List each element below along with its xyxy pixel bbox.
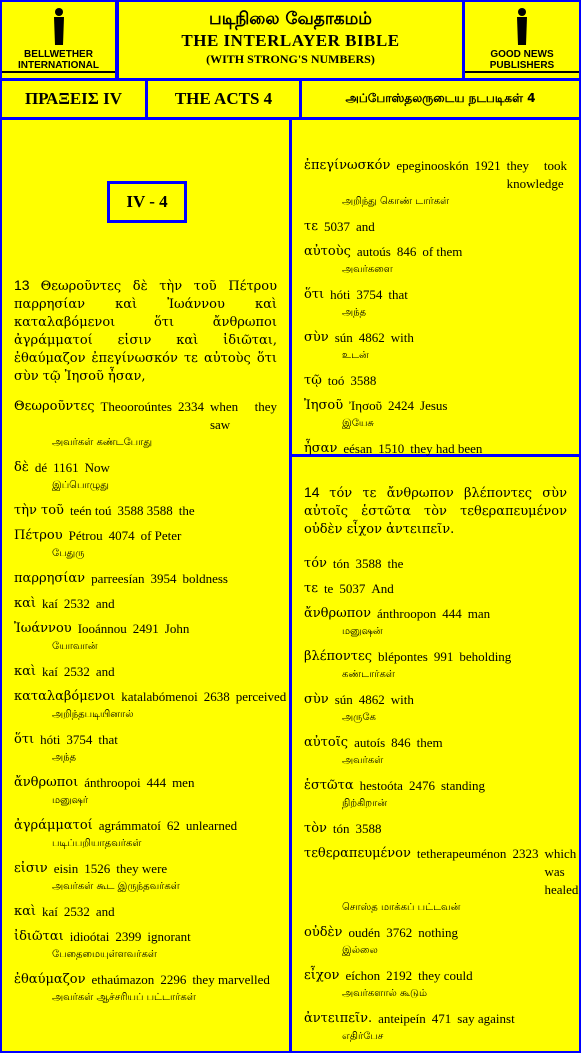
greek-word: ὅτι <box>14 732 35 747</box>
transliteration: ethaúmazon <box>91 972 155 987</box>
entry-line <box>304 397 567 415</box>
strongs-number: 5037 <box>339 581 366 596</box>
english-gloss: unlearned <box>185 818 238 833</box>
greek-word: τῷ <box>304 373 322 388</box>
transliteration: blépontes <box>377 649 428 664</box>
strongs-number: 444 <box>442 606 462 621</box>
transliteration: ánthroopon <box>377 606 437 621</box>
transliteration: Theooroúntes <box>100 399 172 414</box>
word-entry <box>14 595 277 613</box>
greek-word: δὲ <box>14 460 29 475</box>
strongs-number: 2399 <box>115 929 142 944</box>
transliteration: autoús <box>356 244 391 259</box>
transliteration: Iooánnou <box>77 621 127 636</box>
title-tamil: படிநிலை வேதாகமம் <box>209 9 372 29</box>
greek-word: ἦσαν <box>304 441 338 456</box>
strongs-number: 846 <box>391 735 411 750</box>
transliteration: parreesían <box>91 571 145 586</box>
entry-line <box>304 329 567 347</box>
transliteration: kaí <box>42 596 58 611</box>
word-entry <box>14 817 277 853</box>
entry-line <box>304 820 567 838</box>
strongs-number: 1510 <box>378 441 405 456</box>
greek-word: Ἰωάννου <box>14 621 72 636</box>
greek-word: τε <box>304 581 318 596</box>
tamil-gloss: அவர்களை <box>342 264 393 275</box>
word-entry <box>304 1010 567 1046</box>
transliteration: dé <box>34 460 48 475</box>
greek-word: ἐπεγίνωσκόν <box>304 158 391 173</box>
header-title <box>119 2 462 78</box>
english-gloss: Jesus <box>420 398 448 413</box>
word-entry <box>304 605 567 641</box>
strongs-number: 444 <box>146 775 167 790</box>
greek-word: καὶ <box>14 904 37 919</box>
verse-14 <box>304 483 567 539</box>
english-gloss: beholding <box>459 649 512 664</box>
entry-line <box>304 157 567 193</box>
word-entry <box>304 648 567 684</box>
transliteration: te <box>323 581 334 596</box>
transliteration: sún <box>334 330 353 345</box>
goodnews-figure-icon <box>514 7 530 47</box>
transliteration: toó <box>327 373 345 388</box>
entry-line <box>14 527 277 545</box>
tamil-gloss: அவர்களால் கூடும் <box>342 988 428 999</box>
title-english: THE INTERLAYER BIBLE <box>181 31 400 50</box>
greek-word: σὺν <box>304 330 329 345</box>
bellwether-figure-icon <box>51 7 67 47</box>
greek-word: αὐτοῖς <box>304 735 349 750</box>
word-entry <box>14 398 277 452</box>
greek-word: Θεωροῦντες <box>14 399 95 414</box>
word-entry <box>304 218 567 236</box>
word-entry <box>14 731 277 767</box>
tamil-gloss: சொஸ்த மாக்கப் பட்டவன் <box>342 902 461 913</box>
greek-word: καταλαβόμενοι <box>14 689 116 704</box>
strongs-number: 2532 <box>63 664 90 679</box>
entry-line <box>14 688 287 706</box>
greek-word: Πέτρου <box>14 528 63 543</box>
word-list <box>14 398 287 1007</box>
tamil-gloss: அருகே <box>342 712 376 723</box>
entry-line <box>14 971 277 989</box>
transliteration: hestoóta <box>359 778 403 793</box>
entry-line <box>304 555 567 573</box>
english-gloss: Now <box>84 460 110 475</box>
strongs-number: 1161 <box>53 460 79 475</box>
chapter-box: IV - 4 <box>107 181 187 223</box>
strongs-number: 471 <box>431 1011 452 1026</box>
word-entry <box>14 688 287 724</box>
word-entry <box>304 286 567 322</box>
tamil-gloss: கண்டார்கள் <box>342 669 395 680</box>
tamil-gloss: இயேசு <box>342 418 374 429</box>
english-gloss: and <box>95 904 115 919</box>
entry-line <box>14 860 277 878</box>
greek-word: σὺν <box>304 692 329 707</box>
transliteration: kaí <box>42 664 58 679</box>
english-gloss: they had been <box>410 441 483 456</box>
sub-greek: ΠΡΑΞΕΙΣ IV <box>2 81 145 117</box>
greek-word: ἑστῶτα <box>304 778 354 793</box>
greek-word: καὶ <box>14 664 37 679</box>
entry-line <box>14 903 277 921</box>
greek-word: ἐθαύμαζον <box>14 972 86 987</box>
greek-word: ἀντειπεῖν. <box>304 1011 373 1026</box>
strongs-number: 2296 <box>160 972 187 987</box>
word-entry <box>14 928 277 964</box>
strongs-number: 4862 <box>358 330 385 345</box>
transliteration: katalabómenoi <box>121 689 198 704</box>
greek-word: τόν <box>304 556 327 571</box>
word-entry <box>304 397 567 433</box>
word-entry <box>14 971 277 1007</box>
english-gloss: men <box>172 775 195 790</box>
tamil-gloss: மனுஷன் <box>342 626 383 637</box>
strongs-number: 3954 <box>150 571 177 586</box>
tamil-gloss: நிற்கிறான் <box>342 798 388 809</box>
strongs-number: 4862 <box>358 692 385 707</box>
greek-word: ἄνθρωπον <box>304 606 372 621</box>
strongs-number: 3588 3588 <box>117 503 173 518</box>
english-gloss: the <box>387 556 404 571</box>
tamil-gloss: மனுஷர் <box>52 795 89 806</box>
english-gloss: that <box>98 732 118 747</box>
sub-english: THE ACTS 4 <box>148 81 299 117</box>
goodnews-logo <box>465 2 579 78</box>
entry-line <box>304 734 567 752</box>
english-gloss: ignorant <box>147 929 191 944</box>
entry-line <box>14 620 277 638</box>
entry-line <box>304 580 567 598</box>
word-entry <box>304 243 567 279</box>
tamil-gloss: எதிர்பேச <box>342 1031 384 1042</box>
strongs-number: 2532 <box>63 596 90 611</box>
greek-word: ἀγράμματοί <box>14 818 93 833</box>
english-gloss: of Peter <box>140 528 182 543</box>
word-entry <box>14 459 277 495</box>
word-entry <box>304 820 567 838</box>
english-gloss: with <box>390 692 414 707</box>
tamil-gloss: படிப்பறியாதவர்கள் <box>52 838 142 849</box>
right-top-panel <box>292 120 579 454</box>
greek-word: τεθεραπευμένον <box>304 846 411 861</box>
strongs-number: 3754 <box>356 287 383 302</box>
tamil-gloss: பேதைமையுள்ளவர்கள் <box>52 949 157 960</box>
strongs-number: 62 <box>166 818 180 833</box>
strongs-number: 1526 <box>84 861 111 876</box>
english-gloss: and <box>95 664 115 679</box>
transliteration: tón <box>332 821 350 836</box>
strongs-number: 2192 <box>386 968 413 983</box>
greek-word: βλέποντες <box>304 649 372 664</box>
transliteration: teén toú <box>69 503 112 518</box>
tamil-gloss: உடன் <box>342 350 369 361</box>
entry-line <box>14 817 277 835</box>
greek-word: εἰσιν <box>14 861 48 876</box>
right-bottom-panel <box>292 457 579 1051</box>
tamil-gloss: அவர்கள் <box>342 755 384 766</box>
word-entry <box>304 329 567 365</box>
tamil-gloss: இல்லை <box>342 945 378 956</box>
tamil-gloss: யோவான் <box>52 641 98 652</box>
word-entry <box>304 555 567 573</box>
entry-line <box>304 372 567 390</box>
tamil-gloss: அந்த <box>342 307 367 318</box>
greek-word: τε <box>304 219 318 234</box>
transliteration: idioótai <box>69 929 110 944</box>
english-gloss: perceived <box>235 689 287 704</box>
entry-line <box>304 845 579 899</box>
english-gloss: they marvelled <box>192 972 270 987</box>
entry-line <box>304 605 567 623</box>
word-entry <box>304 777 567 813</box>
transliteration: sún <box>334 692 353 707</box>
english-gloss: And <box>371 581 394 596</box>
transliteration: eésan <box>343 441 373 456</box>
strongs-number: 2532 <box>63 904 90 919</box>
entry-line <box>304 691 567 709</box>
transliteration: tón <box>332 556 350 571</box>
verse-number: 14 <box>304 484 320 500</box>
word-entry <box>304 580 567 598</box>
bellwether-logo-text: BELLWETHER INTERNATIONAL <box>2 49 115 73</box>
entry-line <box>14 928 277 946</box>
strongs-number: 2323 <box>512 846 539 861</box>
strongs-number: 3754 <box>66 732 93 747</box>
greek-word: ἄνθρωποι <box>14 775 79 790</box>
english-gloss: they were <box>116 861 168 876</box>
title-sub: (WITH STRONG'S NUMBERS) <box>206 52 375 66</box>
strongs-number: 991 <box>433 649 454 664</box>
english-gloss: with <box>390 330 414 345</box>
english-gloss: they took knowledge <box>506 158 567 191</box>
greek-word: τὴν τοῦ <box>14 503 64 518</box>
goodnews-logo-text: GOOD NEWS PUBLISHERS <box>465 49 579 73</box>
transliteration: hóti <box>40 732 61 747</box>
tamil-gloss: அறிந்தபடியினால் <box>52 709 134 720</box>
strongs-number: 4074 <box>108 528 135 543</box>
left-panel <box>2 120 289 1051</box>
tamil-gloss: அவர்கள் ஆச்சரியப் பட்டார்கள் <box>52 992 196 1003</box>
strongs-number: 2638 <box>203 689 230 704</box>
english-gloss: when they saw <box>209 399 277 432</box>
english-gloss: and <box>95 596 115 611</box>
word-entry <box>14 527 277 563</box>
strongs-number: 1921 <box>474 158 501 173</box>
strongs-number: 3762 <box>386 925 413 940</box>
english-gloss: nothing <box>418 925 458 940</box>
entry-line <box>14 595 277 613</box>
tamil-gloss: பேதுரு <box>52 548 85 559</box>
greek-word: εἶχον <box>304 968 340 983</box>
entry-line <box>304 777 567 795</box>
transliteration: oudén <box>348 925 381 940</box>
greek-word: Ἰησοῦ <box>304 398 344 413</box>
tamil-gloss: அறிந்து கொண் டார்கள் <box>342 196 450 207</box>
transliteration: epeginooskón <box>396 158 469 173</box>
transliteration: anteipeín <box>378 1011 426 1026</box>
strongs-number: 3588 <box>350 373 377 388</box>
transliteration: eisin <box>53 861 79 876</box>
strongs-number: 2424 <box>388 398 415 413</box>
entry-line <box>304 967 567 985</box>
entry-line <box>304 286 567 304</box>
word-entry <box>304 967 567 1003</box>
english-gloss: them <box>416 735 443 750</box>
entry-line <box>304 1010 567 1028</box>
transliteration: agrámmatoí <box>98 818 161 833</box>
word-entry <box>14 502 277 520</box>
entry-line <box>304 648 567 666</box>
word-list <box>304 157 567 476</box>
english-gloss: and <box>355 219 375 234</box>
english-gloss: which was healed <box>544 846 579 897</box>
english-gloss: John <box>164 621 190 636</box>
entry-line <box>304 440 567 458</box>
tamil-gloss: அவர்கள் கூட இருந்தவர்கள் <box>52 881 180 892</box>
entry-line <box>14 398 277 434</box>
word-list <box>304 555 579 1046</box>
tamil-gloss: அவர்கள் கண்டபோது <box>52 437 153 448</box>
word-entry <box>14 774 277 810</box>
strongs-number: 2476 <box>408 778 435 793</box>
greek-word: καὶ <box>14 596 37 611</box>
word-entry <box>14 620 277 656</box>
greek-word: ἰδιῶται <box>14 929 64 944</box>
greek-word: ὅτι <box>304 287 325 302</box>
entry-line <box>304 218 567 236</box>
english-gloss: of them <box>422 244 463 259</box>
greek-word: τὸν <box>304 821 327 836</box>
greek-word: αὐτοὺς <box>304 244 351 259</box>
verse-text: Θεωροῦντες δὲ τὴν τοῦ Πέτρου παρρησίαν καὶ Ἰωάννου καὶ καταλαβόμενοι ὅτι ἄνθρωποι ἀγράμματοί εἰσιν καὶ ἰδιῶται, ἐθαύμαζον ἐπεγίνωσκόν τε αὐτοὺς ὅτι σὺν τῷ Ἰησοῦ ἦσαν, <box>14 279 278 384</box>
greek-word: οὐδὲν <box>304 925 343 940</box>
word-entry <box>14 860 277 896</box>
english-gloss: that <box>388 287 408 302</box>
transliteration: ánthroopoi <box>84 775 141 790</box>
verse-text: τόν τε ἄνθρωπον βλέποντες σὺν αὐτοῖς ἑστῶτα τὸν τεθεραπευμένον οὐδὲν εἶχον ἀντειπεῖν. <box>304 486 567 537</box>
strongs-number: 3588 <box>355 821 382 836</box>
transliteration: kaí <box>42 904 58 919</box>
english-gloss: the <box>178 503 195 518</box>
word-entry <box>14 570 277 588</box>
tamil-gloss: இப்பொழுது <box>52 480 109 491</box>
english-gloss: standing <box>440 778 486 793</box>
entry-line <box>14 731 277 749</box>
entry-line <box>304 924 567 942</box>
english-gloss: man <box>467 606 491 621</box>
word-entry <box>304 691 567 727</box>
transliteration: autoís <box>354 735 386 750</box>
entry-line <box>14 459 277 477</box>
entry-line <box>14 502 277 520</box>
strongs-number: 846 <box>396 244 417 259</box>
entry-line <box>14 663 277 681</box>
entry-line <box>14 774 277 792</box>
transliteration: eíchon <box>345 968 381 983</box>
word-entry <box>304 924 567 960</box>
transliteration: Ἰησοῦ <box>349 398 383 413</box>
transliteration: Pétrou <box>68 528 103 543</box>
english-gloss: they could <box>418 968 473 983</box>
word-entry <box>304 372 567 390</box>
strongs-number: 2491 <box>132 621 159 636</box>
strongs-number: 2334 <box>177 399 204 414</box>
verse-13 <box>14 276 277 386</box>
entry-line <box>304 243 567 261</box>
verse-number: 13 <box>14 277 30 293</box>
transliteration: tetherapeuménon <box>416 846 507 861</box>
tamil-gloss: அந்த <box>52 752 77 763</box>
strongs-number: 3588 <box>355 556 382 571</box>
sub-tamil: அப்போஸ்தலருடைய நடபடிகள் 4 <box>302 81 579 117</box>
strongs-number: 5037 <box>323 219 350 234</box>
english-gloss: boldness <box>182 571 228 586</box>
transliteration: hóti <box>330 287 351 302</box>
entry-line <box>14 570 277 588</box>
word-entry <box>304 845 579 917</box>
word-entry <box>14 663 277 681</box>
greek-word: παρρησίαν <box>14 571 86 586</box>
english-gloss: say against <box>457 1011 515 1026</box>
word-entry <box>304 734 567 770</box>
word-entry <box>14 903 277 921</box>
word-entry <box>304 157 567 211</box>
bellwether-logo <box>2 2 115 78</box>
